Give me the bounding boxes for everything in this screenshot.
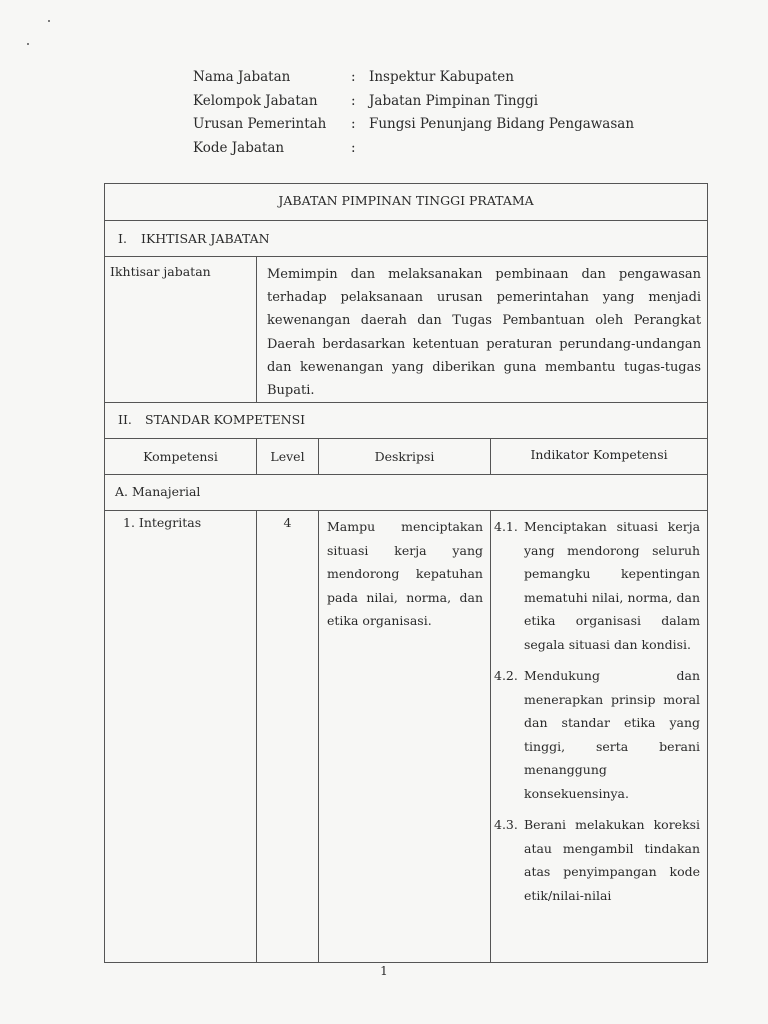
header-indikator: Indikator Kompetensi — [491, 439, 708, 475]
meta-label: Kode Jabatan — [193, 139, 285, 156]
section-title: IKHTISAR JABATAN — [141, 231, 270, 246]
indikator-text: Menciptakan situasi kerja yang mendorong seluruh pemangku kepentingan mematuhi nilai, norma, dan etika organisasi dalam segala situasi dan kondisi. — [524, 519, 701, 652]
header-kompetensi: Kompetensi — [105, 439, 257, 475]
meta-label: Urusan Pemerintah — [193, 116, 327, 132]
header-deskripsi: Deskripsi — [319, 439, 491, 475]
scan-speck — [27, 43, 29, 45]
group-label: A. Manajerial — [105, 475, 708, 511]
meta-row-nama — [193, 66, 634, 90]
meta-value: Fungsi Penunjang Bidang Pengawasan — [369, 116, 635, 132]
job-meta — [193, 66, 634, 160]
section-number: I. — [118, 231, 127, 246]
scan-speck — [48, 20, 50, 22]
meta-colon: : — [351, 92, 356, 109]
indikator-number: 4.2. — [494, 668, 518, 684]
meta-row-kelompok — [193, 90, 634, 114]
page-number: 1 — [380, 964, 388, 978]
section-row — [105, 221, 708, 257]
header-level: Level — [257, 439, 319, 475]
indikator-text: Mendukung dan menerapkan prinsip moral dan standar etika yang tinggi, serta berani menanggung konsekuensinya. — [524, 668, 701, 801]
section-heading-ikhtisar — [105, 221, 708, 257]
table-title-row — [105, 184, 708, 221]
competency-table — [104, 183, 708, 963]
table-header-row — [105, 439, 708, 475]
meta-value: Inspektur Kabupaten — [369, 69, 514, 85]
indikator-list — [491, 511, 708, 963]
meta-value: Jabatan Pimpinan Tinggi — [369, 92, 539, 109]
ikhtisar-text: Memimpin dan melaksanakan pembinaan dan pengawasan terhadap pelaksanaan urusan pemerintahan yang menjadi kewenangan daerah dan Tugas Pembantuan oleh Perangkat Daerah berdasarkan ketentuan peraturan perundang-undangan dan kewenangan yang diberikan guna membantu tugas-tugas Bupati. — [257, 257, 708, 403]
kompetensi-name: 1. Integritas — [105, 511, 257, 963]
section-heading-standar — [105, 403, 708, 439]
meta-label: Nama Jabatan — [193, 69, 291, 85]
ikhtisar-row — [105, 257, 708, 403]
indikator-item — [494, 813, 707, 907]
table-row — [105, 511, 708, 963]
section-number: II. — [118, 412, 132, 428]
indikator-number: 4.3. — [494, 817, 518, 833]
section-title: STANDAR KOMPETENSI — [145, 412, 306, 428]
meta-row-kode — [193, 137, 634, 161]
indikator-number: 4.1. — [494, 519, 518, 535]
meta-row-urusan — [193, 113, 634, 137]
meta-colon: : — [351, 139, 356, 156]
ikhtisar-label: Ikhtisar jabatan — [105, 257, 257, 403]
group-row — [105, 475, 708, 511]
kompetensi-level: 4 — [257, 511, 319, 963]
indikator-item — [494, 515, 707, 656]
indikator-item — [494, 664, 707, 805]
section-row — [105, 403, 708, 439]
meta-colon: : — [351, 69, 356, 85]
kompetensi-deskripsi: Mampu menciptakan situasi kerja yang mendorong kepatuhan pada nilai, norma, dan etika organisasi. — [319, 511, 491, 963]
meta-colon: : — [351, 116, 356, 132]
meta-label: Kelompok Jabatan — [193, 92, 318, 109]
indikator-text: Berani melakukan koreksi atau mengambil tindakan atas penyimpangan kode etik/nilai-nilai — [524, 817, 701, 903]
table-title: JABATAN PIMPINAN TINGGI PRATAMA — [105, 184, 708, 221]
